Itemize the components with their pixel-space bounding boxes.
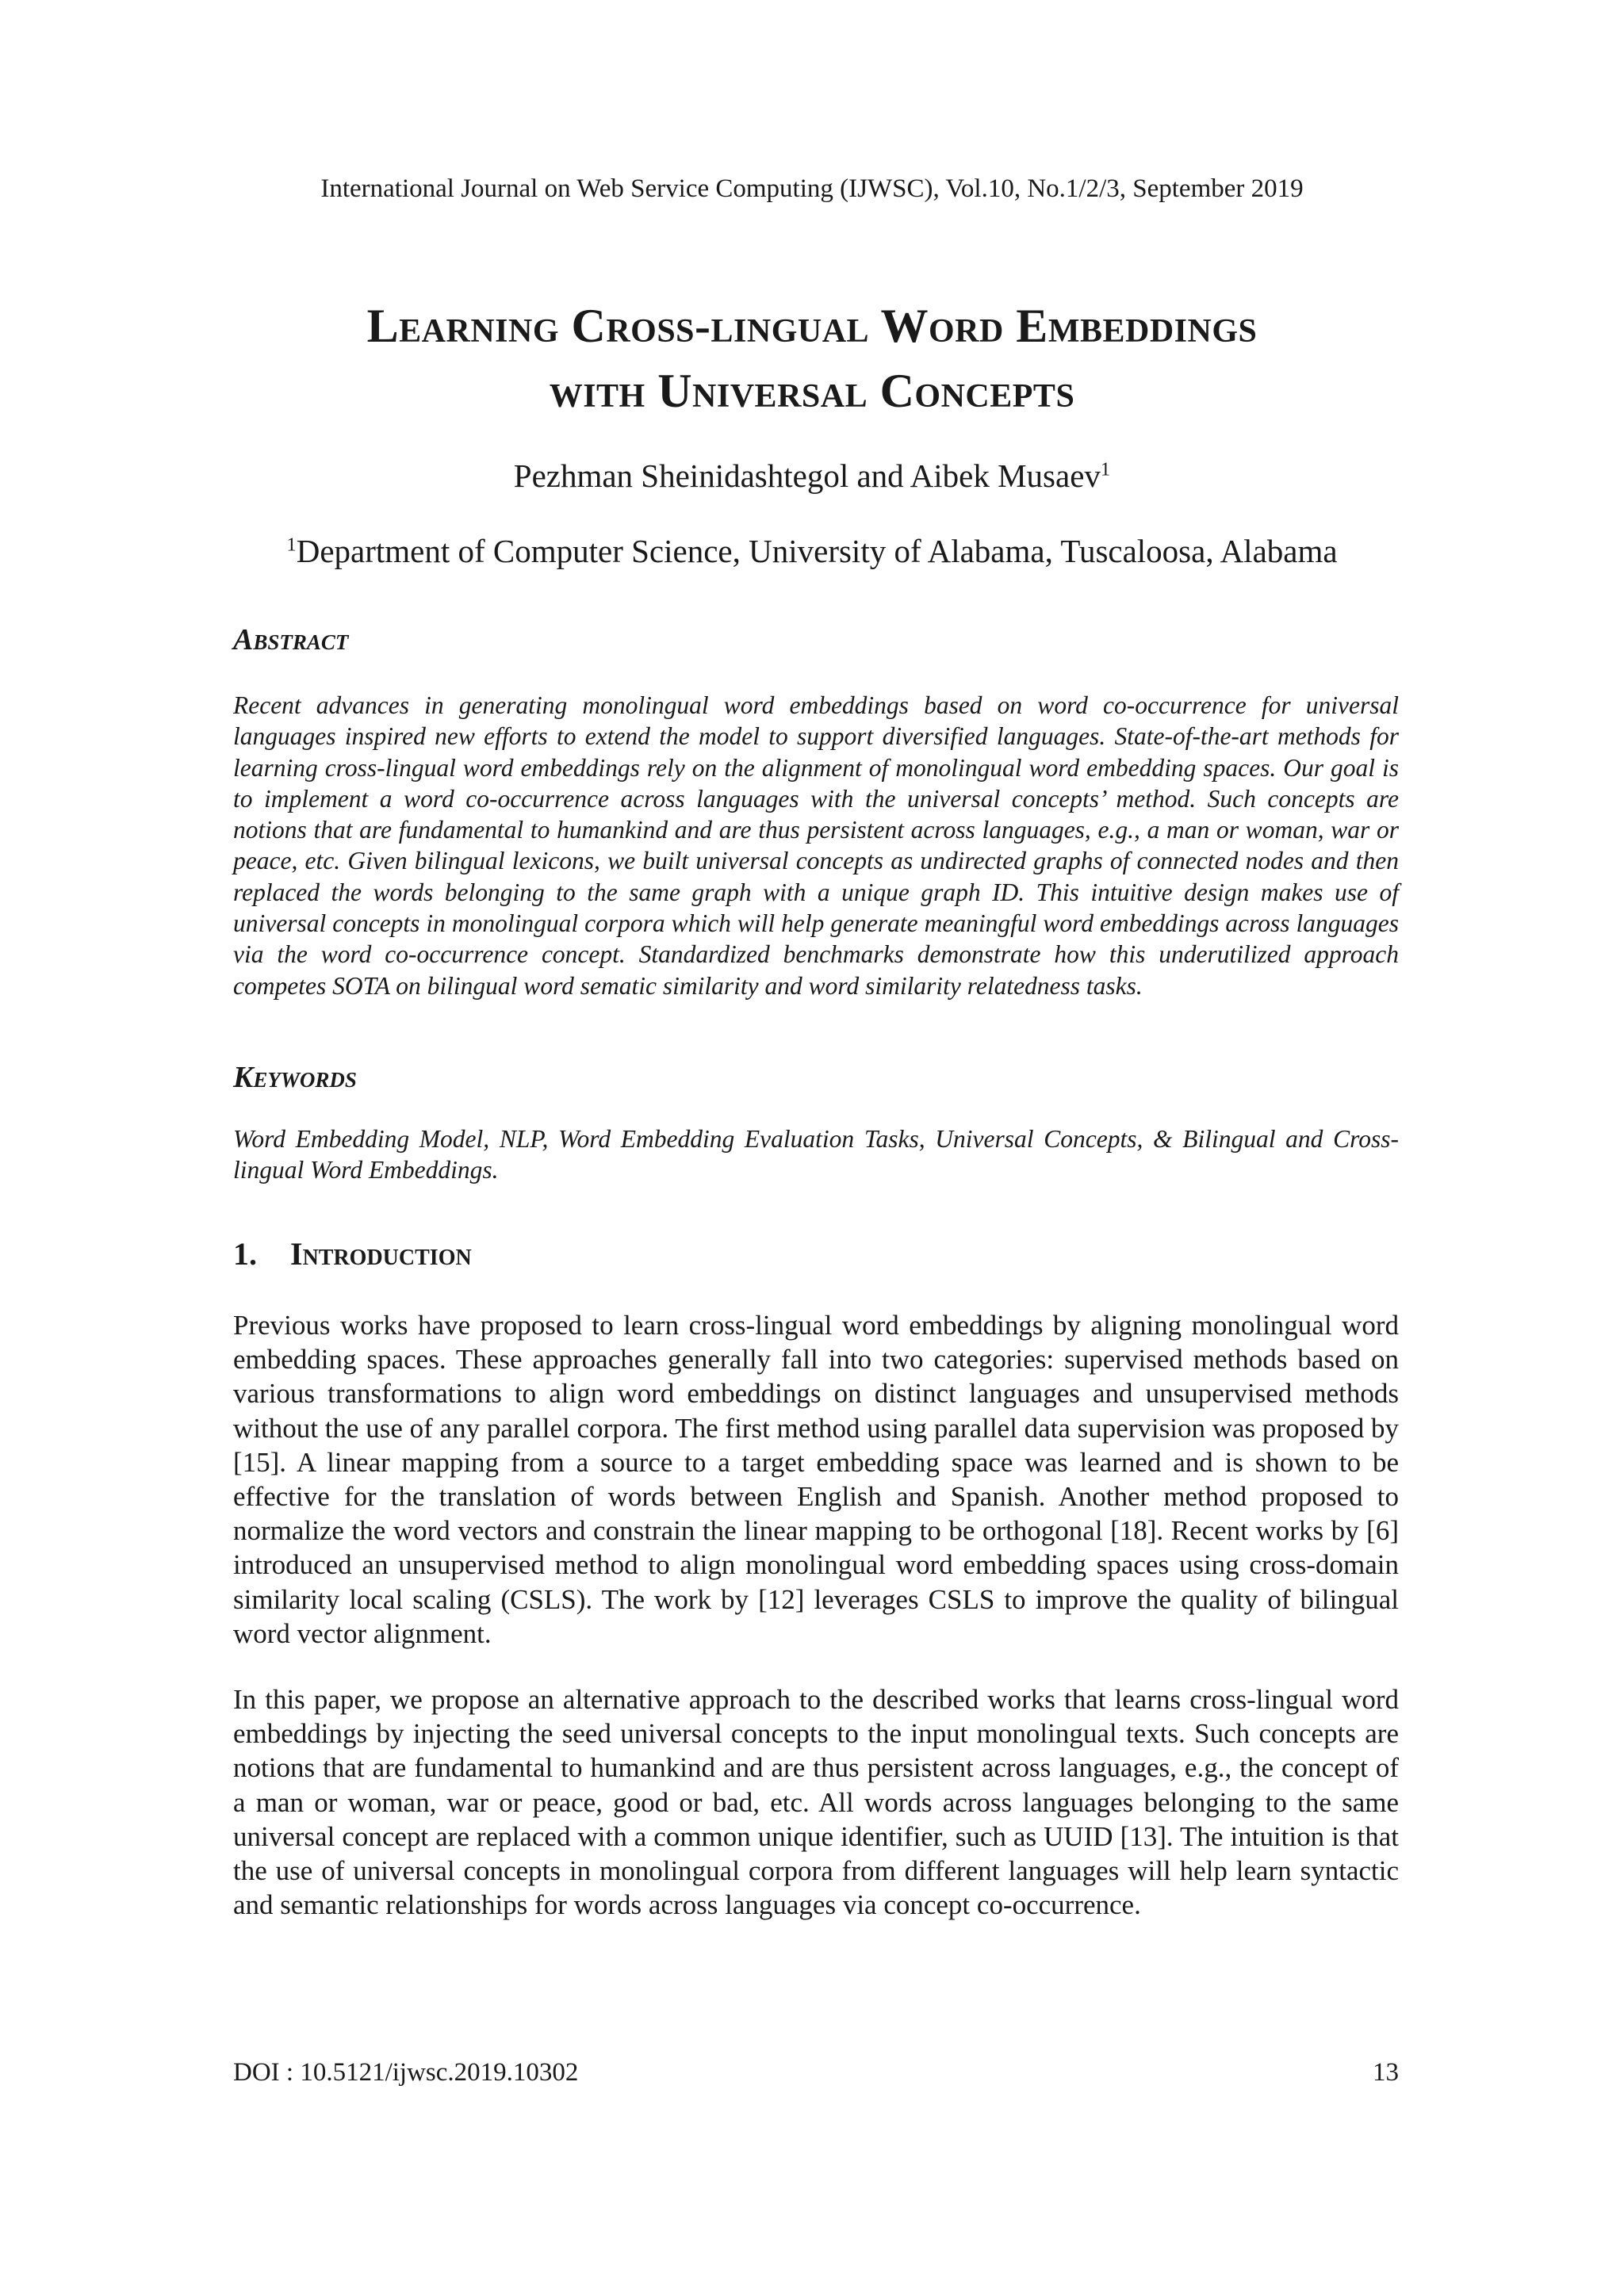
affiliation-text: Department of Computer Science, University of Alabama, Tuscaloosa, Alabama bbox=[296, 533, 1338, 569]
authors bbox=[0, 456, 1624, 496]
abstract-text: Recent advances in generating monolingual word embeddings based on word co-occurrence for universal languages inspired new efforts to extend the model to support diversified languages. State-of-the-art methods for learning cross-lingual word embeddings rely on the alignment of monolingual word embedding spaces. Our goal is to implement a word co-occurrence across languages with the universal concepts’ method. Such concepts are notions that are fundamental to humankind and are thus persistent across languages, e.g., a man or woman, war or peace, etc. Given bilingual lexicons, we built universal concepts as undirected graphs of connected nodes and then replaced the words belonging to the same graph with a unique graph ID. This intuitive design makes use of universal concepts in monolingual corpora which will help generate meaningful word embeddings across languages via the word co-occurrence concept. Standardized benchmarks demonstrate how this underutilized approach competes SOTA on bilingual word sematic similarity and word similarity relatedness tasks. bbox=[233, 691, 1399, 1000]
keywords-text: Word Embedding Model, NLP, Word Embedding Evaluation Tasks, Universal Concepts, & Bilingual and Cross-lingual Word Embeddings. bbox=[233, 1125, 1399, 1184]
paper-title bbox=[159, 293, 1465, 423]
author-affiliation-marker: 1 bbox=[1100, 458, 1111, 480]
introduction-heading bbox=[233, 1235, 472, 1273]
section-number: 1. bbox=[233, 1236, 257, 1272]
title-line-1: Learning Cross-lingual Word Embeddings bbox=[366, 300, 1258, 352]
page-number: 13 bbox=[1373, 2058, 1399, 2087]
section-title: Introduction bbox=[290, 1236, 472, 1272]
doi-text: DOI : 10.5121/ijwsc.2019.10302 bbox=[233, 2058, 579, 2087]
author-names: Pezhman Sheinidashtegol and Aibek Musaev bbox=[513, 457, 1101, 494]
title-line-2: with Universal Concepts bbox=[549, 365, 1075, 417]
intro-paragraph-2: In this paper, we propose an alternative approach to the described works that learns cross-lingual word embeddings by injecting the seed universal concepts to the input monolingual texts. Such concepts are notions that are fundamental to humankind and are thus persistent across languages, e.g., the concept of a man or woman, war or peace, good or bad, etc. All words across languages belonging to the same universal concept are replaced with a common unique identifier, such as UUID [13]. The intuition is that the use of universal concepts in monolingual corpora from different languages will help learn syntactic and semantic relationships for words across languages via concept co-occurrence. bbox=[233, 1684, 1399, 1921]
keywords-heading: Keywords bbox=[233, 1061, 357, 1094]
abstract-heading: Abstract bbox=[233, 623, 349, 656]
intro-paragraph-1: Previous works have proposed to learn cross-lingual word embeddings by aligning monolingual word embedding spaces. These approaches generally fall into two categories: supervised methods based on various transformations to align word embeddings on distinct languages and unsupervised methods without the use of any parallel corpora. The first method using parallel data supervision was proposed by [15]. A linear mapping from a source to a target embedding space was learned and is shown to be effective for the translation of words between English and Spanish. Another method proposed to normalize the word vectors and constrain the linear mapping to be orthogonal [18]. Recent works by [6] introduced an unsupervised method to align monolingual word embedding spaces using cross-domain similarity local scaling (CSLS). The work by [12] leverages CSLS to improve the quality of bilingual word vector alignment. bbox=[233, 1310, 1399, 1649]
page-footer bbox=[233, 2057, 1399, 2088]
affiliation-marker: 1 bbox=[286, 534, 297, 556]
running-head: International Journal on Web Service Computing (IJWSC), Vol.10, No.1/2/3, September 2019 bbox=[320, 174, 1304, 203]
affiliation bbox=[0, 531, 1624, 571]
